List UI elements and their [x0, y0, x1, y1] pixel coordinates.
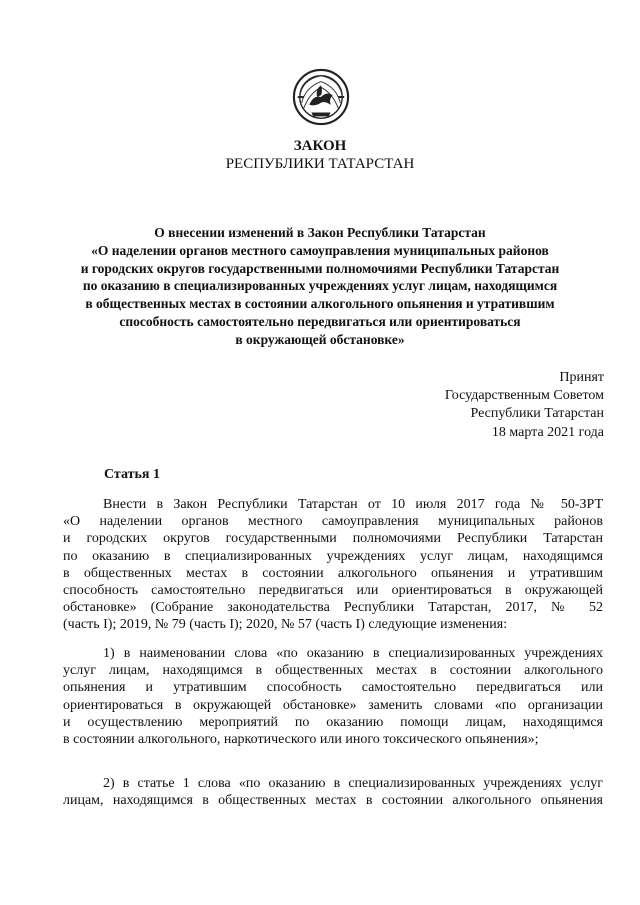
text-line: «О наделении органов местного самоуправления муниципальных районов — [63, 514, 603, 530]
title-line: в общественных местах в состоянии алкогольного опьянения и утратившим — [85, 296, 555, 312]
text-line: по оказанию в специализированных учреждениях услуг лицам, находящимся — [63, 548, 603, 564]
adoption-line: Государственным Советом — [444, 388, 604, 404]
text-line: ориентироваться в окружающей обстановке» заменить словами «по организации — [63, 697, 603, 713]
title-line: и городских округов государственными полномочиями Республики Татарстан — [80, 260, 560, 276]
text-line: в общественных местах в состоянии алкогольного опьянения и утратившим — [63, 565, 603, 581]
law-title — [60, 224, 580, 349]
text-line: 2) в статье 1 слова «по оказанию в специализированных учреждениях услуг — [103, 776, 603, 791]
text-line: 1) в наименовании слова «по оказанию в специализированных учреждениях — [103, 646, 603, 661]
paragraph-intro — [63, 496, 603, 634]
paragraph-item-1 — [63, 645, 603, 748]
adoption-date: 18 марта 2021 года — [491, 424, 604, 440]
text-line: в состоянии алкогольного, наркотического или иного токсического опьянения»; — [63, 732, 539, 748]
text-line: услуг лицам, находящимся в общественных местах в состоянии алкогольного — [63, 663, 603, 679]
paragraph-item-2 — [63, 775, 603, 809]
title-line: «О наделении органов местного самоуправления муниципальных районов — [91, 242, 549, 258]
text-line: Внести в Закон Республики Татарстан от 10 июля 2017 года № 50-ЗРТ — [103, 497, 603, 512]
article-heading: Статья 1 — [104, 467, 160, 482]
text-line: опьянения и утратившим способность самостоятельно передвигаться или — [63, 680, 603, 696]
title-line: по оказанию в специализированных учреждениях услуг лицам, находящимся — [82, 278, 558, 294]
text-line: способность самостоятельно передвигаться или ориентироваться в окружающей — [63, 583, 603, 599]
text-line: (часть I); 2019, № 79 (часть I); 2020, № 57 (часть I) следующие изменения: — [63, 617, 508, 633]
title-line: в окружающей обстановке» — [235, 331, 405, 347]
title-line: способность самостоятельно передвигаться или ориентироваться — [119, 313, 521, 329]
adoption-line: Республики Татарстан — [470, 406, 604, 422]
text-line: и осуществлению мероприятий по оказанию помощи лицам, находящимся — [63, 714, 603, 730]
title-line: О внесении изменений в Закон Республики Татарстан — [154, 225, 486, 240]
text-line: обстановке» (Собрание законодательства Республики Татарстан, 2017, № 52 — [63, 600, 603, 616]
coat-of-arms-emblem — [292, 68, 350, 126]
text-line: лицам, находящимся в общественных местах в состоянии алкогольного опьянения — [63, 793, 603, 809]
text-line: и городских округов государственными полномочиями Республики Татарстан — [63, 531, 603, 547]
law-heading: ЗАКОН — [293, 138, 347, 154]
adoption-block — [445, 369, 604, 442]
republic-heading: РЕСПУБЛИКИ ТАТАРСТАН — [225, 156, 415, 172]
adoption-line: Принят — [559, 370, 604, 385]
